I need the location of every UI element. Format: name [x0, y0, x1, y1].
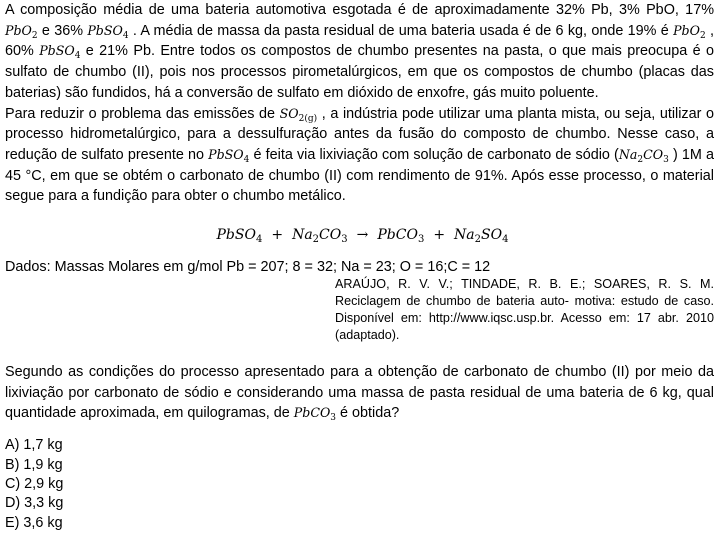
formula-pbo2: PbO$_2$ — [673, 22, 706, 41]
option-e[interactable]: E) 3,6 kg — [5, 514, 63, 531]
formula-na2co3: $Na_2CO_3$ — [618, 146, 669, 165]
formula-so2: $SO_{2(g)}$ — [279, 105, 318, 124]
formula-pbso4: PbSO$_4$ — [87, 22, 129, 41]
eq-reactant-na2co3: $Na_2CO_3$ — [292, 227, 348, 246]
eq-plus: + — [271, 227, 284, 244]
source-citation: ARAÚJO, R. V. V.; TINDADE, R. B. E.; SOARES, R. S. M. Reciclagem de chumbo de bateria auto- motiva: estudo de caso. Disponível em: http://www.iqsc.usp.br. Acesso em: 17 abr. 2010 (adaptado). — [335, 277, 714, 343]
eq-arrow: → — [356, 227, 369, 244]
option-c[interactable]: C) 2,9 kg — [5, 475, 64, 492]
option-b[interactable]: B) 1,9 kg — [5, 456, 63, 473]
chemical-equation — [5, 220, 714, 250]
formula-pbco3: PbCO$_3$ — [293, 405, 337, 424]
eq-product-pbco3: PbCO$_3$ — [377, 227, 425, 246]
paragraph-process: Para reduzir o problema das emissões de $SO_{2(g)}$ , a indústria pode utilizar uma planta mista, ou seja, utilizar o processo hidrometalúrgico, para a dessulfuração antes da fusão do composto de chumbo. Nesse caso, a redução de sulfato presente no PbSO$_4$ é feita via lixiviação com solução de carbonato de sódio ($Na_2CO_3$ ) 1M a 45 °C, em que se obtém o carbonato de chumbo (II) com rendimento de 91%. Após esse processo, o material segue para a fundição para obter o chumbo metálico. — [5, 105, 715, 205]
question-text: Segundo as condições do processo apresentado para a obtenção de carbonato de chumbo (II) por meio da lixiviação por carbonato de sódio e considerando uma massa de pasta residual de uma bateria de 6 kg, qual quantidade aproximada, em quilogramas, de PbCO$_3$ é obtida? — [5, 364, 714, 424]
formula-pbso4: PbSO$_4$ — [39, 43, 81, 62]
molar-masses-data: Dados: Massas Molares em g/mol Pb = 207; 8 = 32; Na = 23; O = 16;C = 12 — [5, 259, 491, 276]
paragraph-composition: A composição média de uma bateria automotiva esgotada é de aproximadamente 32% Pb, 3% PbO, 17% PbO$_2$ e 36% PbSO$_4$ . A média de massa da pasta residual de uma bateria usada é de 6 kg, onde 19% é PbO$_2$ , 60% PbSO$_4$ e 21% Pb. Entre todos os compostos de chumbo presentes na pasta, o que mais preocupa é o sulfato de chumbo (II), pois nos processos pirometalúrgicos, em que os compostos de chumbo (placas das baterias) são fundidos, há a conversão de sulfato em dióxido de enxofre, gás muito poluente. — [5, 2, 714, 101]
eq-reactant-pbso4: PbSO$_4$ — [216, 227, 263, 246]
formula-pbso4: PbSO$_4$ — [208, 146, 250, 165]
answer-options — [5, 436, 714, 533]
option-d[interactable]: D) 3,3 kg — [5, 495, 64, 512]
eq-product-na2so4: $Na_2SO_4$ — [454, 227, 509, 246]
formula-pbo2: PbO$_2$ — [5, 22, 38, 41]
eq-plus: + — [433, 227, 446, 244]
option-a[interactable]: A) 1,7 kg — [5, 437, 63, 454]
